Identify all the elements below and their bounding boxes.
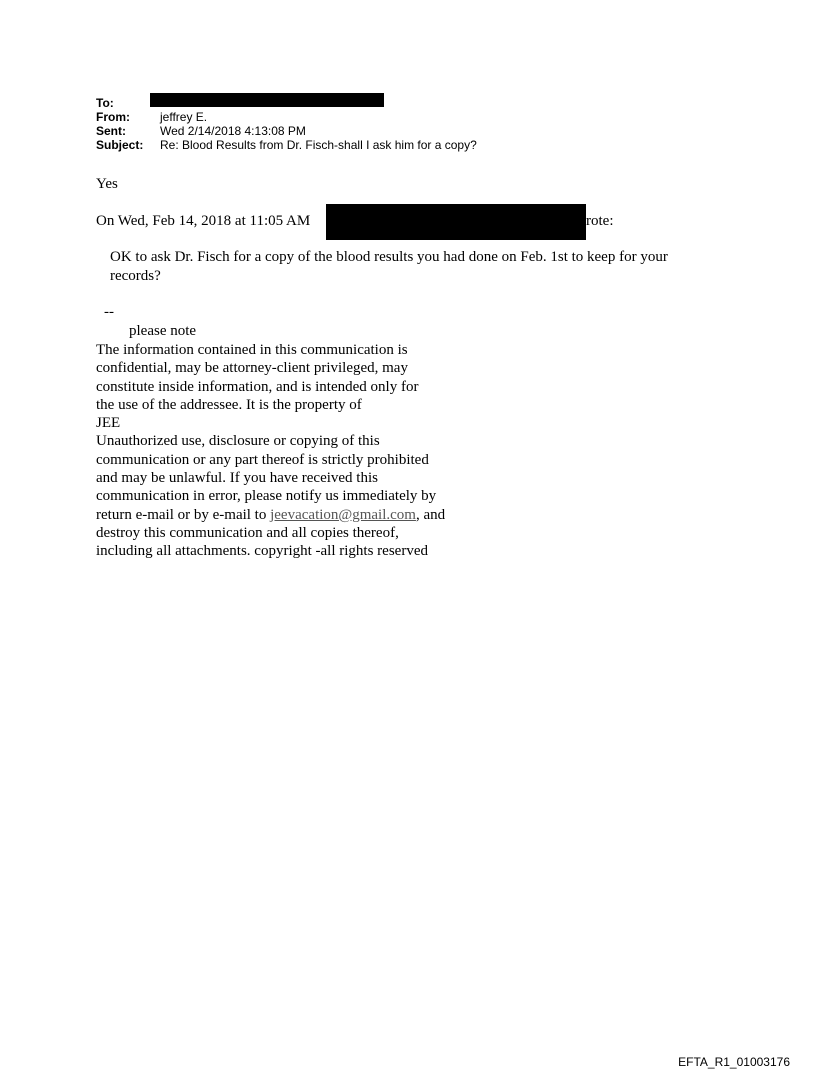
sent-value: Wed 2/14/2018 4:13:08 PM	[160, 124, 306, 138]
quote-intro-start: On Wed, Feb 14, 2018 at 11:05 AM	[96, 213, 311, 229]
disclaimer-line: confidential, may be attorney-client privileged, may	[96, 360, 408, 377]
disclaimer-text: , and	[415, 506, 446, 523]
email-link[interactable]: jeevacation@gmail.com	[270, 506, 416, 523]
subject-label: Subject:	[96, 138, 144, 152]
disclaimer-line: and may be unlawful. If you have received this	[96, 470, 378, 487]
disclaimer-line: Unauthorized use, disclosure or copying of this	[96, 433, 380, 450]
disclaimer-text: return e-mail or by e-mail to	[96, 506, 271, 523]
sent-label: Sent:	[96, 124, 126, 138]
quoted-line-2: records?	[110, 268, 161, 284]
document-id: EFTA_R1_01003176	[678, 1055, 790, 1069]
signature-separator: --	[104, 304, 114, 320]
disclaimer-line	[96, 506, 445, 524]
quoted-line-1: OK to ask Dr. Fisch for a copy of the blood results you had done on Feb. 1st to keep for your	[110, 249, 668, 265]
sender-redaction	[326, 204, 586, 240]
subject-value: Re: Blood Results from Dr. Fisch-shall I ask him for a copy?	[160, 138, 477, 152]
to-label: To:	[96, 96, 114, 110]
disclaimer-line: constitute inside information, and is intended only for	[96, 378, 419, 395]
please-note: please note	[129, 323, 197, 339]
disclaimer-line: destroy this communication and all copies thereof,	[96, 524, 399, 541]
disclaimer-line: communication or any part thereof is strictly prohibited	[96, 451, 429, 468]
disclaimer-line: including all attachments. copyright -all rights reserved	[96, 543, 428, 560]
disclaimer-line: the use of the addressee. It is the property of	[96, 396, 362, 413]
quote-intro-end: rote:	[586, 213, 614, 229]
from-value: jeffrey E.	[160, 110, 208, 124]
disclaimer-line: The information contained in this communication is	[96, 342, 408, 358]
confidentiality-disclaimer	[96, 341, 445, 561]
disclaimer-line: JEE	[96, 415, 121, 432]
to-redaction	[150, 93, 384, 107]
reply-text: Yes	[96, 176, 118, 192]
disclaimer-line: communication in error, please notify us immediately by	[96, 488, 437, 505]
from-label: From:	[96, 110, 130, 124]
